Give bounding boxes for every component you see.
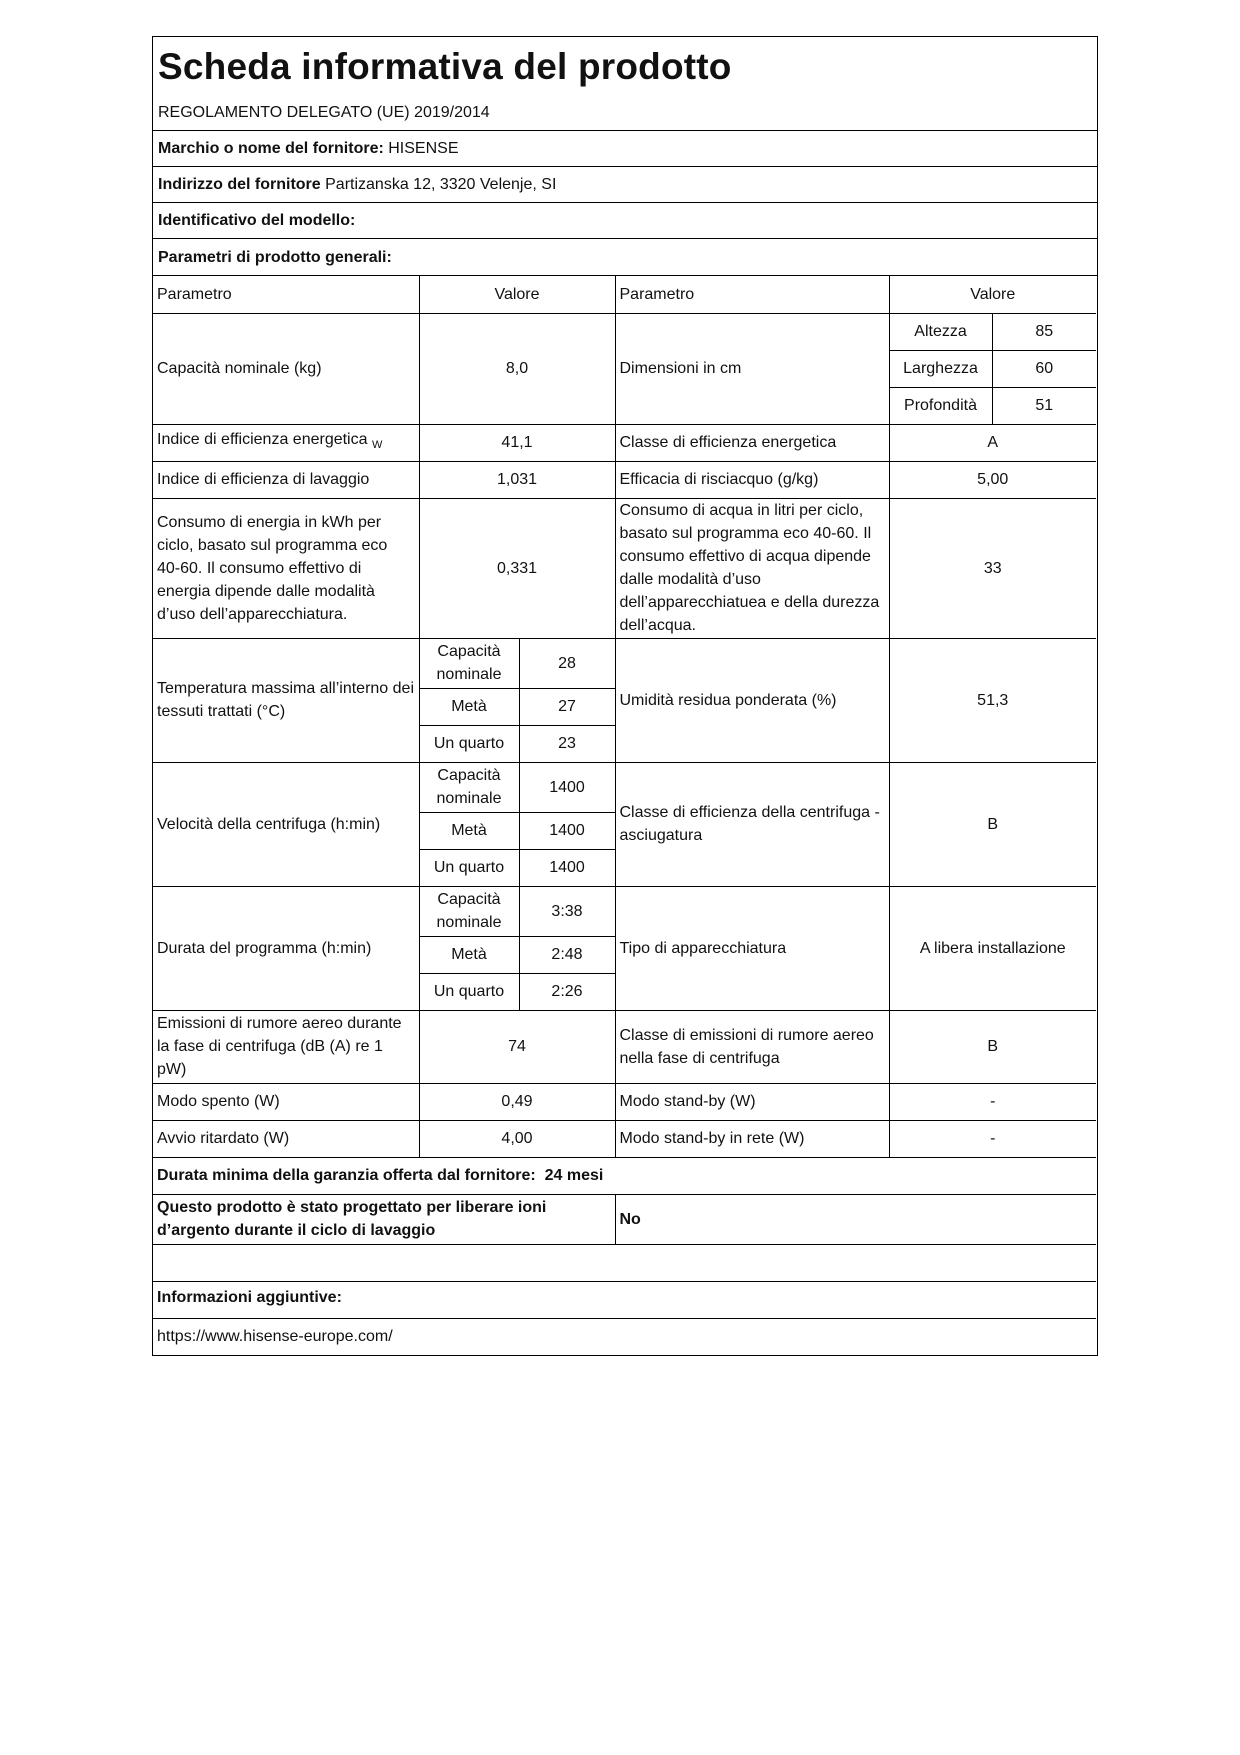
eei-value: 41,1 (419, 424, 615, 461)
col-header-parameter-2: Parametro (615, 276, 889, 313)
regulation-reference: REGOLAMENTO DELEGATO (UE) 2019/2014 (158, 104, 490, 121)
table-row (153, 461, 1096, 498)
additional-info-url[interactable]: https://www.hisense-europe.com/ (153, 1318, 1096, 1355)
spin-quarter-value: 1400 (519, 849, 615, 886)
table-row (153, 1120, 1096, 1157)
empty-cell (153, 1244, 1096, 1281)
spin-full-label: Capacità nominale (419, 762, 519, 812)
duration-full-value: 3:38 (519, 886, 615, 936)
parameters-table (153, 276, 1096, 1355)
spin-quarter-label: Un quarto (419, 849, 519, 886)
table-row (153, 886, 1096, 936)
product-information-sheet (152, 36, 1098, 1356)
temperature-half-value: 27 (519, 688, 615, 725)
temperature-full-value: 28 (519, 638, 615, 688)
height-label: Altezza (889, 313, 992, 350)
off-mode-label: Modo spento (W) (153, 1083, 419, 1120)
standby-label: Modo stand-by (W) (615, 1083, 889, 1120)
duration-full-label: Capacità nominale (419, 886, 519, 936)
eei-label (153, 424, 419, 461)
url-row (153, 1318, 1096, 1355)
spin-full-value: 1400 (519, 762, 615, 812)
spin-class-value: B (889, 762, 1096, 886)
silver-ions-label: Questo prodotto è stato progettato per liberare ioni d’argento durante il ciclo di lavaggio (153, 1194, 615, 1244)
table-row (153, 762, 1096, 812)
capacity-label: Capacità nominale (kg) (153, 313, 419, 424)
silver-ions-value: No (615, 1194, 1096, 1244)
supplier-brand-value: HISENSE (388, 140, 459, 157)
col-header-value-2: Valore (889, 276, 1096, 313)
duration-quarter-label: Un quarto (419, 973, 519, 1010)
washing-index-label: Indice di efficienza di lavaggio (153, 461, 419, 498)
moisture-value: 51,3 (889, 638, 1096, 762)
noise-class-label: Classe di emissioni di rumore aereo nella fase di centrifuga (615, 1010, 889, 1083)
energy-class-label: Classe di efficienza energetica (615, 424, 889, 461)
general-parameters-label: Parametri di prodotto generali: (158, 249, 392, 266)
duration-half-value: 2:48 (519, 936, 615, 973)
delay-start-value: 4,00 (419, 1120, 615, 1157)
washing-index-value: 1,031 (419, 461, 615, 498)
energy-consumption-label: Consumo di energia in kWh per ciclo, basato sul programma eco 40-60. Il consumo effettivo di energia dipende dalle modalità d’uso dell’apparecchiatura. (153, 498, 419, 638)
table-row (153, 1010, 1096, 1083)
col-header-parameter: Parametro (153, 276, 419, 313)
depth-value: 51 (992, 387, 1096, 424)
appliance-type-label: Tipo di apparecchiatura (615, 886, 889, 1010)
table-row (153, 638, 1096, 688)
water-consumption-label: Consumo di acqua in litri per ciclo, basato sul programma eco 40-60. Il consumo effettivo di acqua dipende dalle modalità d’uso dell’apparecchiatuea e della durezza dell’acqua. (615, 498, 889, 638)
spin-half-value: 1400 (519, 812, 615, 849)
width-value: 60 (992, 350, 1096, 387)
table-row (153, 424, 1096, 461)
height-value: 85 (992, 313, 1096, 350)
network-standby-label: Modo stand-by in rete (W) (615, 1120, 889, 1157)
standby-value: - (889, 1083, 1096, 1120)
supplier-address-value: Partizanska 12, 3320 Velenje, SI (325, 176, 557, 193)
duration-half-label: Metà (419, 936, 519, 973)
noise-value: 74 (419, 1010, 615, 1083)
rinsing-label: Efficacia di risciacquo (g/kg) (615, 461, 889, 498)
eei-subscript: W (371, 439, 383, 451)
supplier-address-label: Indirizzo del fornitore (158, 176, 321, 193)
warranty-value: 24 mesi (544, 1167, 604, 1184)
dimensions-label: Dimensioni in cm (615, 313, 889, 424)
warranty-label: Durata minima della garanzia offerta dal fornitore: (157, 1167, 536, 1184)
energy-consumption-value: 0,331 (419, 498, 615, 638)
water-consumption-value: 33 (889, 498, 1096, 638)
depth-label: Profondità (889, 387, 992, 424)
silver-ions-row (153, 1194, 1096, 1244)
table-row (153, 1083, 1096, 1120)
additional-info-label: Informazioni aggiuntive: (153, 1281, 1096, 1318)
duration-quarter-value: 2:26 (519, 973, 615, 1010)
noise-class-value: B (889, 1010, 1096, 1083)
table-row (153, 498, 1096, 638)
temperature-label: Temperatura massima all’interno dei tessuti trattati (°C) (153, 638, 419, 762)
table-header-row (153, 276, 1096, 313)
warranty-cell (153, 1157, 1096, 1194)
supplier-address-row (153, 167, 1097, 203)
delay-start-label: Avvio ritardato (W) (153, 1120, 419, 1157)
col-header-value: Valore (419, 276, 615, 313)
table-row (153, 313, 1096, 350)
empty-row (153, 1244, 1096, 1281)
noise-label: Emissioni di rumore aereo durante la fase di centrifuga (dB (A) re 1 pW) (153, 1010, 419, 1083)
temperature-half-label: Metà (419, 688, 519, 725)
page-title: Scheda informativa del prodotto (158, 46, 732, 87)
model-identifier-label: Identificativo del modello: (158, 212, 356, 229)
eei-label-text: Indice di efficienza energetica (157, 431, 368, 448)
supplier-brand-label: Marchio o nome del fornitore: (158, 140, 384, 157)
spin-class-label: Classe di efficienza della centrifuga -asciugatura (615, 762, 889, 886)
general-parameters-row (153, 239, 1097, 276)
capacity-value: 8,0 (419, 313, 615, 424)
warranty-row (153, 1157, 1096, 1194)
duration-label: Durata del programma (h:min) (153, 886, 419, 1010)
network-standby-value: - (889, 1120, 1096, 1157)
supplier-brand-row (153, 131, 1097, 167)
moisture-label: Umidità residua ponderata (%) (615, 638, 889, 762)
temperature-quarter-value: 23 (519, 725, 615, 762)
model-identifier-row (153, 203, 1097, 239)
spin-half-label: Metà (419, 812, 519, 849)
additional-info-row (153, 1281, 1096, 1318)
energy-class-value: A (889, 424, 1096, 461)
temperature-full-label: Capacità nominale (419, 638, 519, 688)
header (153, 37, 1097, 131)
appliance-type-value: A libera installazione (889, 886, 1096, 1010)
temperature-quarter-label: Un quarto (419, 725, 519, 762)
off-mode-value: 0,49 (419, 1083, 615, 1120)
rinsing-value: 5,00 (889, 461, 1096, 498)
spin-speed-label: Velocità della centrifuga (h:min) (153, 762, 419, 886)
width-label: Larghezza (889, 350, 992, 387)
